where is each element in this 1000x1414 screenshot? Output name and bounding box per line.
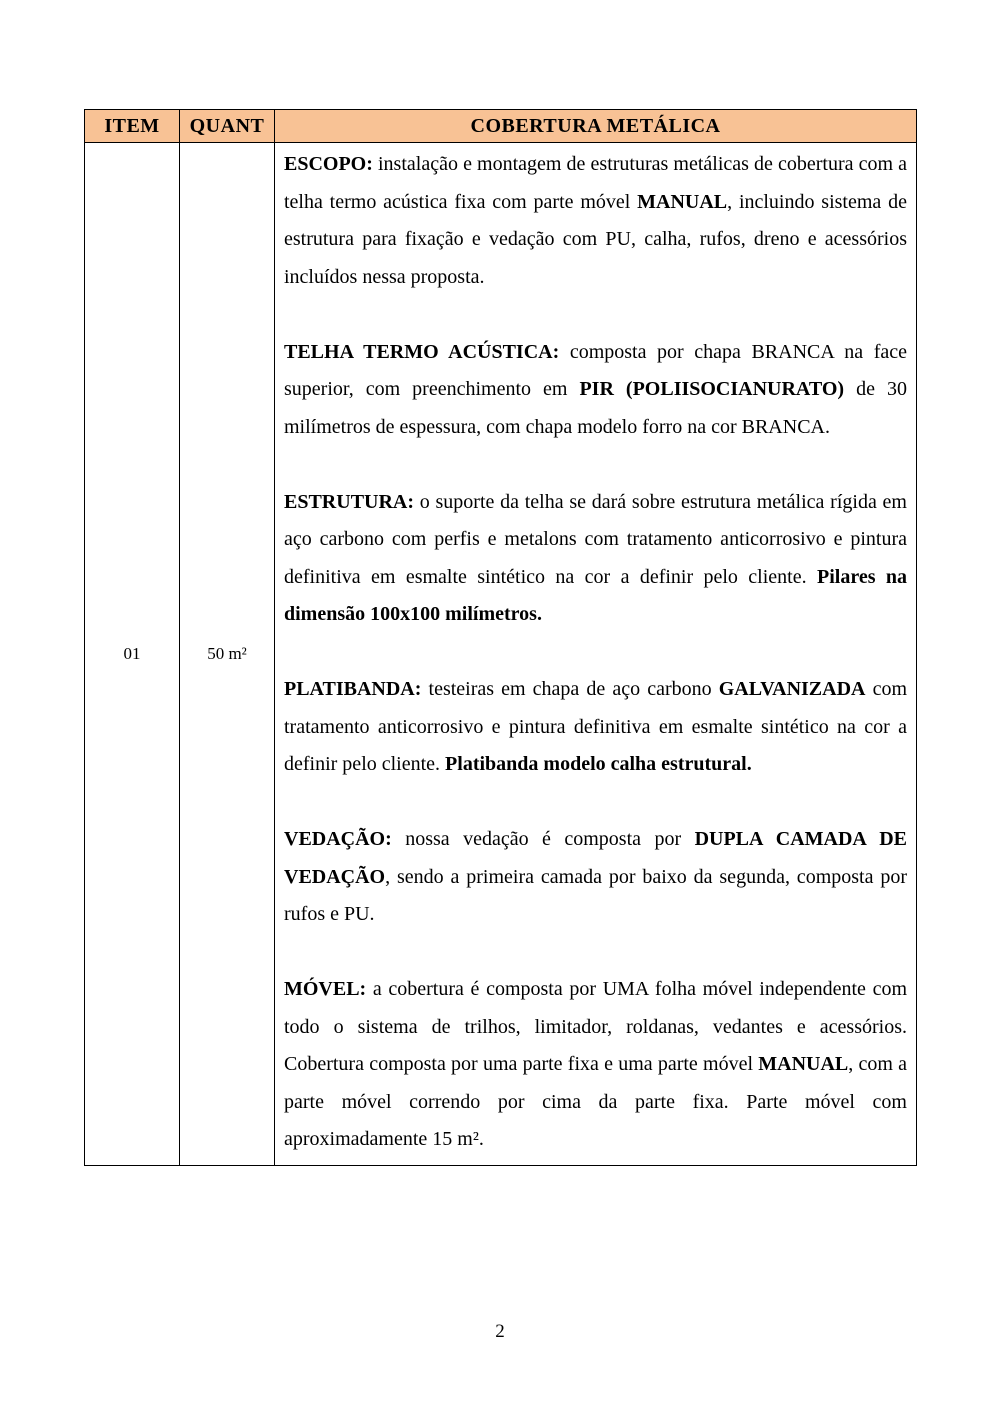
section-title: ESTRUTURA: bbox=[284, 490, 415, 513]
section-emphasis: MANUAL bbox=[637, 190, 728, 213]
page-number: 2 bbox=[495, 1321, 505, 1342]
item-number-cell: 01 bbox=[85, 143, 180, 1166]
section-text: composta por chapa BRANCA na face superior, com preenchimento em bbox=[284, 340, 907, 400]
section-emphasis: Pilares na dimensão 100x100 milímetros. bbox=[284, 565, 907, 625]
section-telha bbox=[284, 334, 907, 447]
section-emphasis: GALVANIZADA bbox=[718, 678, 866, 700]
section-movel bbox=[284, 971, 907, 1159]
section-title: VEDAÇÃO: bbox=[284, 828, 392, 850]
section-text: a cobertura é composta por UMA folha móvel independente com todo o sistema de trilhos, limitador, roldanas, vedantes e acessórios. Cobertura composta por uma parte fixa e uma parte móvel bbox=[284, 978, 907, 1075]
table-header-row bbox=[85, 110, 917, 143]
section-text: nossa vedação é composta por bbox=[391, 828, 695, 850]
section-title: TELHA TERMO ACÚSTICA: bbox=[284, 340, 560, 363]
table-row bbox=[85, 143, 917, 1166]
section-emphasis: DUPLA CAMADA DE VEDAÇÃO bbox=[284, 828, 907, 888]
section-text: , incluindo sistema de estrutura para fixação e vedação com PU, calha, rufos, dreno e acessórios incluídos nessa proposta. bbox=[284, 190, 907, 288]
header-item: ITEM bbox=[85, 110, 180, 143]
section-escopo bbox=[284, 146, 907, 296]
section-text: de 30 milímetros de espessura, com chapa modelo forro na cor BRANCA. bbox=[284, 378, 907, 438]
section-estrutura bbox=[284, 484, 907, 634]
section-text: testeiras em chapa de aço carbono bbox=[421, 678, 719, 700]
description-cell bbox=[275, 143, 917, 1166]
section-vedacao bbox=[284, 821, 907, 934]
header-quant: QUANT bbox=[180, 110, 275, 143]
section-emphasis: Platibanda modelo calha estrutural. bbox=[445, 753, 752, 775]
header-description: COBERTURA METÁLICA bbox=[275, 110, 917, 143]
section-text: , com a parte móvel correndo por cima da parte fixa. Parte móvel com aproximadamente 15 m². bbox=[284, 1053, 907, 1150]
section-text: o suporte da telha se dará sobre estrutura metálica rígida em aço carbono com perfis e metalons com tratamento anticorrosivo e pintura definitiva em esmalte sintético na cor a definir pelo cliente. bbox=[284, 490, 907, 588]
section-platibanda bbox=[284, 671, 907, 784]
quantity-cell: 50 m² bbox=[180, 143, 275, 1166]
section-title: PLATIBANDA: bbox=[284, 678, 422, 700]
section-title: ESCOPO: bbox=[284, 153, 373, 175]
section-text: , sendo a primeira camada por baixo da segunda, composta por rufos e PU. bbox=[284, 865, 907, 925]
section-text: instalação e montagem de estruturas metálicas de cobertura com a telha termo acústica fixa com parte móvel bbox=[284, 153, 907, 213]
specification-table bbox=[84, 109, 917, 1166]
section-title: MÓVEL: bbox=[284, 978, 367, 1000]
section-emphasis: MANUAL bbox=[758, 1053, 849, 1075]
section-text: com tratamento anticorrosivo e pintura definitiva em esmalte sintético na cor a definir pelo cliente. bbox=[284, 678, 907, 775]
section-emphasis: PIR (POLIISOCIANURATO) bbox=[579, 378, 845, 400]
